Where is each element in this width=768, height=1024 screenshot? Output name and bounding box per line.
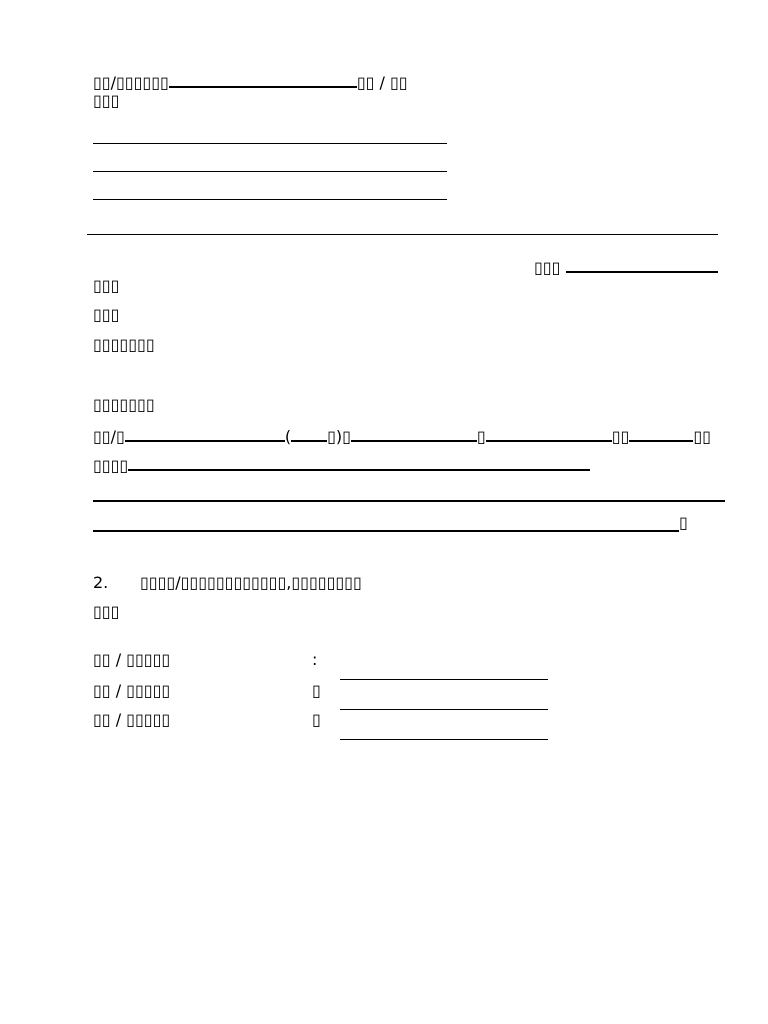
row1-blank-5 — [629, 426, 693, 442]
signature-line-2 — [340, 709, 548, 710]
header-line-2: ▯▯▯ — [93, 91, 120, 110]
signature-label-1: ▯▯ / ▯▯▯▯▯ — [93, 650, 171, 669]
signature-line-3 — [340, 739, 548, 740]
section-1-row-4-end: ▯ — [679, 513, 688, 532]
row1-blank-2 — [291, 426, 327, 442]
section-1-row-1 — [93, 426, 711, 446]
row1-blank-3 — [351, 426, 477, 442]
row1-text-1: ▯▯/▯ — [93, 427, 125, 446]
row1-text-5: ▯▯ — [611, 427, 630, 446]
row2-blank — [128, 455, 590, 471]
recipient-line-1: ▯▯▯ — [93, 276, 120, 295]
header-line-1 — [93, 72, 408, 92]
recipient-line-3: ▯▯▯▯▯▯▯ — [93, 335, 155, 354]
section-2-line-2: ▯▯▯ — [93, 602, 120, 621]
signature-line-1 — [340, 679, 548, 680]
date-line — [534, 257, 718, 277]
section-2-number: 2. — [93, 573, 109, 592]
signature-label-3: ▯▯ / ▯▯▯▯▯ — [93, 710, 171, 729]
row1-text-4: ▯ — [476, 427, 486, 446]
header-label-2: ▯▯ / ▯▯ — [356, 73, 408, 92]
section-2-text: ▯▯▯▯/▯▯▯▯▯▯▯▯▯▯▯▯,▯▯▯▯▯▯▯▯ — [140, 573, 362, 592]
row1-text-6: ▯▯ — [693, 427, 711, 446]
row2-label: ▯▯▯▯ — [93, 456, 129, 475]
recipient-line-2: ▯▯▯ — [93, 305, 120, 324]
page-divider — [87, 234, 718, 235]
header-rule-1 — [93, 143, 447, 144]
header-rule-2 — [93, 171, 447, 172]
section-1-row-4-blank — [93, 530, 679, 532]
row1-blank-1 — [125, 426, 285, 442]
header-rule-3 — [93, 199, 447, 200]
signature-sep-3: ▯ — [312, 710, 321, 729]
section-1-heading: ▯▯▯▯▯▯▯ — [93, 395, 155, 414]
section-1-row-3-blank — [93, 500, 725, 502]
row1-text-3: ▯)▯ — [327, 427, 351, 446]
signature-sep-1: : — [312, 650, 318, 669]
date-label: ▯▯▯ — [534, 258, 561, 277]
signature-sep-2: ▯ — [312, 681, 321, 700]
row1-blank-4 — [486, 426, 612, 442]
header-blank — [169, 72, 357, 88]
header-label-1: ▯▯/▯▯▯▯▯▯ — [93, 73, 169, 92]
section-1-row-2 — [93, 455, 590, 475]
date-blank — [566, 257, 718, 273]
signature-label-2: ▯▯ / ▯▯▯▯▯ — [93, 681, 171, 700]
row1-text-2: ( — [284, 427, 292, 446]
